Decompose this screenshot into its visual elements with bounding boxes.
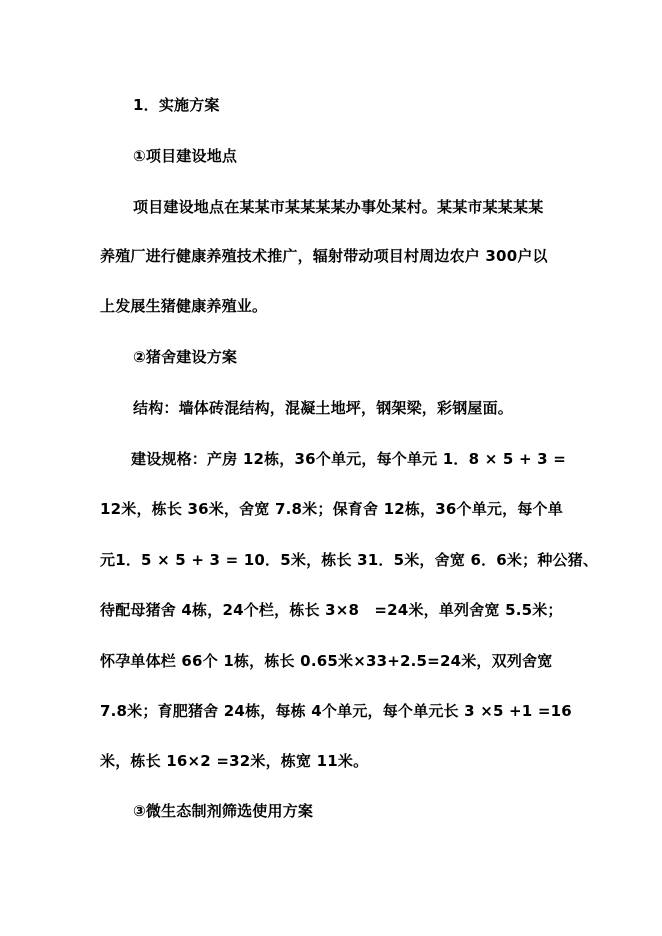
- paragraph-line: 上发展生猪健康养殖业。: [100, 297, 268, 315]
- paragraph-line: 项目建设地点在某某市某某某某办事处某村。某某市某某某某: [133, 198, 544, 216]
- paragraph-line: 7.8米；育肥猪舍 24栋，每栋 4个单元，每个单元长 3 ×5 +1 =16: [100, 702, 572, 720]
- paragraph-line: 米，栋长 16×2 =32米，栋宽 11米。: [100, 752, 369, 770]
- paragraph-line: 12米，栋长 36米，舍宽 7.8米；保育舍 12栋，36个单元，每个单: [100, 500, 563, 518]
- subsection-title-construction: ②猪舍建设方案: [133, 348, 238, 366]
- section-title: 1．实施方案: [133, 96, 220, 114]
- subsection-title-location: ①项目建设地点: [133, 147, 238, 165]
- paragraph-line: 建设规格：产房 12栋，36个单元，每个单元 1．8 × 5 + 3 =: [131, 450, 566, 468]
- paragraph-line: 元1．5 × 5 + 3 = 10．5米，栋长 31．5米，舍宽 6．6米；种公猪、: [100, 551, 599, 569]
- paragraph-line: 结构：墙体砖混结构，混凝土地坪，钢架梁，彩钢屋面。: [133, 399, 514, 417]
- paragraph-line: 待配母猪舍 4栋，24个栏，栋长 3×8 =24米，单列舍宽 5.5米；: [100, 601, 563, 619]
- paragraph-line: 怀孕单体栏 66个 1栋，栋长 0.65米×33+2.5=24米，双列舍宽: [100, 652, 553, 670]
- paragraph-line: 养殖厂进行健康养殖技术推广，辐射带动项目村周边农户 300户以: [100, 247, 548, 265]
- subsection-title-probiotics: ③微生态制剂筛选使用方案: [133, 802, 314, 820]
